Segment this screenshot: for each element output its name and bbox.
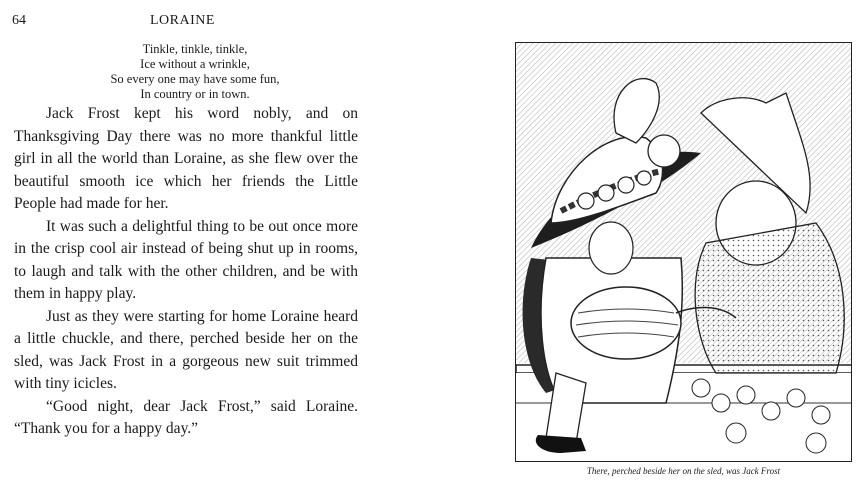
right-page [515,42,852,482]
paragraph: Jack Frost kept his word nobly, and on Thanksgiving Day there was no more thankful little girl in all the world than Loraine, as she flew over the beautiful smooth ice which her friends the Little People had made for her. [14,105,358,212]
poem-line: In country or in town. [140,87,250,101]
paragraph: Just as they were starting for home Loraine heard a little chuckle, and there, perched beside her on the sled, was Jack Frost in a gorgeous new suit trimmed with tiny icicles. [14,307,358,392]
paragraph: It was such a delightful thing to be out once more in the crisp cool air instead of being shut up in rooms, to laugh and talk with the other children, and be with them in happy play. [14,217,358,302]
illustration-caption: There, perched beside her on the sled, was Jack Frost [586,466,781,476]
poem-line: So every one may have some fun, [110,72,280,86]
page-number: 64 [12,13,26,28]
paragraph: “Good night, dear Jack Frost,” said Loraine. “Thank you for a happy day.” [14,397,358,437]
poem-line: Ice without a wrinkle, [140,57,250,71]
pompom [648,135,680,167]
jack-frost-suit [695,223,844,373]
illustration-plate [515,42,852,462]
girl-face [589,222,633,274]
poem-line: Tinkle, tinkle, tinkle, [142,42,248,56]
left-page [0,0,370,500]
poem-stanza [60,42,330,102]
illustration-drawing [516,43,852,462]
running-title: LORAINE [150,13,215,28]
body-text [14,103,358,441]
